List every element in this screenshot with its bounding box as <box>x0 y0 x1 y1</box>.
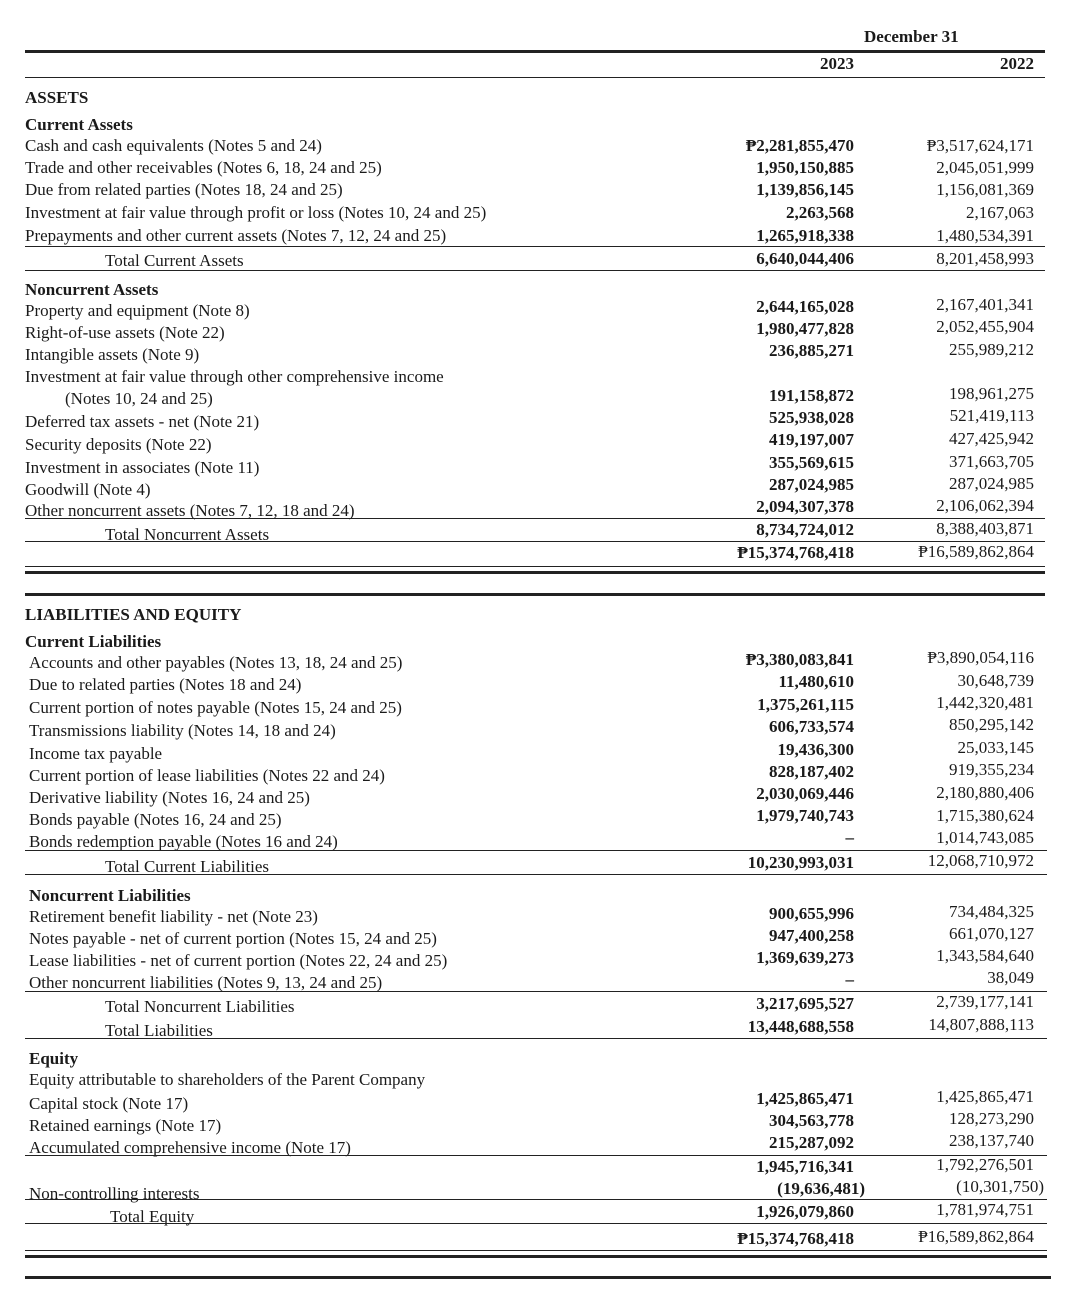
row-label: Intangible assets (Note 9) <box>25 345 200 364</box>
value-2022: ₱3,517,624,171 <box>926 136 1034 155</box>
row-label: Lease liabilities - net of current portion (Notes 22, 24 and 25) <box>29 951 448 970</box>
value-2023: – <box>845 828 854 847</box>
total-rule <box>25 270 1045 271</box>
value-2022: 238,137,740 <box>949 1131 1034 1150</box>
row-label: Accumulated comprehensive income (Note 17) <box>29 1138 351 1157</box>
value-2023: 525,938,028 <box>769 408 854 427</box>
value-2023: 304,563,778 <box>769 1111 854 1130</box>
header-bottom-rule <box>25 77 1045 78</box>
value-2022: ₱3,890,054,116 <box>927 648 1034 667</box>
row-label: Transmissions liability (Notes 14, 18 and 24) <box>29 721 336 740</box>
value-2022: 661,070,127 <box>949 924 1034 943</box>
row-label: Goodwill (Note 4) <box>25 480 151 499</box>
value-2023: 11,480,610 <box>778 672 854 691</box>
row-label: Due from related parties (Notes 18, 24 and 25) <box>25 180 343 199</box>
total-equity-2022: 1,781,974,751 <box>936 1200 1034 1219</box>
row-label: Bonds redemption payable (Notes 16 and 24) <box>29 832 338 851</box>
value-2022: 1,480,534,391 <box>936 226 1034 245</box>
nci-2023: (19,636,481) <box>777 1179 865 1198</box>
value-2023: – <box>845 970 854 989</box>
value-2023: 1,979,740,743 <box>756 806 854 825</box>
value-2023: 947,400,258 <box>769 926 854 945</box>
row-label: Derivative liability (Notes 16, 24 and 25) <box>29 788 310 807</box>
value-2023: 1,375,261,115 <box>757 695 854 714</box>
total-2023: 10,230,993,031 <box>747 853 854 872</box>
value-2023: 287,024,985 <box>769 475 854 494</box>
value-2022: 30,648,739 <box>957 671 1034 690</box>
equity-subtitle: Equity attributable to shareholders of the Parent Company <box>29 1070 426 1089</box>
value-2023: 215,287,092 <box>769 1133 854 1152</box>
total-assets-2022: ₱16,589,862,864 <box>918 542 1034 561</box>
value-2023: 2,030,069,446 <box>756 784 854 803</box>
value-2022: 198,961,275 <box>949 384 1034 403</box>
value-2023: 355,569,615 <box>769 453 854 472</box>
value-2022: 1,425,865,471 <box>936 1087 1034 1106</box>
row-label: Retirement benefit liability - net (Note 23) <box>29 907 318 926</box>
row-label: Investment at fair value through profit or loss (Notes 10, 24 and 25) <box>25 203 487 222</box>
value-2023: 900,655,996 <box>769 904 854 923</box>
row-label: Right-of-use assets (Note 22) <box>25 323 225 342</box>
double-rule-bottom <box>25 1255 1047 1258</box>
subtotal-rule <box>25 1155 1047 1156</box>
liabilities-equity-title: LIABILITIES AND EQUITY <box>25 605 242 624</box>
row-label: Trade and other receivables (Notes 6, 18, 24 and 25) <box>25 158 382 177</box>
total-liabilities-label: Total Liabilities <box>105 1021 213 1040</box>
row-label: Capital stock (Note 17) <box>29 1094 189 1113</box>
value-2023: 1,139,856,145 <box>756 180 854 199</box>
value-2022: 1,343,584,640 <box>936 946 1034 965</box>
total-assets-2023: ₱15,374,768,418 <box>737 543 854 562</box>
value-2023: 1,369,639,273 <box>756 948 854 967</box>
total-2023: 3,217,695,527 <box>756 994 854 1013</box>
equity-title: Equity <box>29 1049 79 1068</box>
total-2023: 8,734,724,012 <box>756 520 854 539</box>
row-label: Current portion of lease liabilities (Notes 22 and 24) <box>29 766 385 785</box>
total-2022: 12,068,710,972 <box>927 851 1034 870</box>
value-2022: 427,425,942 <box>949 429 1034 448</box>
total-liabilities-2023: 13,448,688,558 <box>747 1017 854 1036</box>
value-2023: 236,885,271 <box>769 341 854 360</box>
double-rule-top <box>25 566 1045 567</box>
total-2022: 8,201,458,993 <box>936 249 1034 268</box>
value-2022: 1,014,743,085 <box>936 828 1034 847</box>
noncurrent-liabilities-title: Noncurrent Liabilities <box>29 886 191 905</box>
row-label: Security deposits (Note 22) <box>25 435 212 454</box>
value-2022: 287,024,985 <box>949 474 1034 493</box>
double-rule-top <box>25 1250 1047 1251</box>
value-2023: 2,094,307,378 <box>756 497 854 516</box>
footer-rule <box>25 1276 1051 1279</box>
value-2023: 606,733,574 <box>769 717 854 736</box>
total-rule <box>25 874 1047 875</box>
equity-subtotal-2022: 1,792,276,501 <box>936 1155 1034 1174</box>
value-2023: 2,263,568 <box>786 203 854 222</box>
value-2023: 191,158,872 <box>769 386 854 405</box>
value-2022: 1,442,320,481 <box>936 693 1034 712</box>
value-2022: 1,715,380,624 <box>936 806 1034 825</box>
value-2023: 1,425,865,471 <box>756 1089 854 1108</box>
row-label: Investment at fair value through other comprehensive income <box>25 367 444 386</box>
nci-label: Non-controlling interests <box>29 1184 200 1203</box>
row-label: Deferred tax assets - net (Note 21) <box>25 412 260 431</box>
double-rule-bottom <box>25 571 1045 574</box>
value-2022: 734,484,325 <box>949 902 1034 921</box>
value-2023: 419,197,007 <box>769 430 854 449</box>
value-2022: 2,045,051,999 <box>936 158 1034 177</box>
row-label: Other noncurrent liabilities (Notes 9, 13, 24 and 25) <box>29 973 383 992</box>
subtotal-rule <box>25 1199 1047 1200</box>
total-rule <box>25 1223 1047 1224</box>
section-rule <box>25 593 1045 596</box>
total-equity-2023: 1,926,079,860 <box>756 1202 854 1221</box>
value-2022: 919,355,234 <box>949 760 1034 779</box>
total-label: Total Noncurrent Liabilities <box>105 997 295 1016</box>
row-label: Due to related parties (Notes 18 and 24) <box>29 675 302 694</box>
value-2022: 850,295,142 <box>949 715 1034 734</box>
value-2023: 1,265,918,338 <box>756 226 854 245</box>
total-rule <box>25 1038 1047 1039</box>
total-2023: 6,640,044,406 <box>756 249 854 268</box>
header-rule <box>25 50 1045 53</box>
equity-subtotal-2023: 1,945,716,341 <box>756 1157 854 1176</box>
value-2022: 2,106,062,394 <box>936 496 1034 515</box>
value-2022: 2,052,455,904 <box>936 317 1034 336</box>
value-2023: ₱2,281,855,470 <box>745 136 854 155</box>
row-label: Income tax payable <box>29 744 163 763</box>
total-2022: 8,388,403,871 <box>936 519 1034 538</box>
total-label: Total Noncurrent Assets <box>105 525 270 544</box>
total-liabilities-equity-2023: ₱15,374,768,418 <box>737 1229 854 1248</box>
value-2022: 2,167,063 <box>966 203 1034 222</box>
subtotal-rule <box>25 246 1045 247</box>
value-2023: 828,187,402 <box>769 762 854 781</box>
row-label: Bonds payable (Notes 16, 24 and 25) <box>29 810 282 829</box>
value-2023: 1,980,477,828 <box>756 319 854 338</box>
value-2022: 25,033,145 <box>957 738 1034 757</box>
assets-title: ASSETS <box>25 88 89 107</box>
row-label: Cash and cash equivalents (Notes 5 and 24) <box>25 136 322 155</box>
row-label: Retained earnings (Note 17) <box>29 1116 222 1135</box>
row-label: Current portion of notes payable (Notes 15, 24 and 25) <box>29 698 402 717</box>
value-2023: 1,950,150,885 <box>756 158 854 177</box>
value-2022: 128,273,290 <box>949 1109 1034 1128</box>
total-rule <box>25 541 1045 542</box>
subtotal-rule <box>25 850 1047 851</box>
total-liabilities-2022: 14,807,888,113 <box>928 1015 1034 1034</box>
total-equity-label: Total Equity <box>110 1207 195 1226</box>
value-2022: 255,989,212 <box>949 340 1034 359</box>
row-label: Accounts and other payables (Notes 13, 18, 24 and 25) <box>29 653 403 672</box>
value-2022: 38,049 <box>987 968 1034 987</box>
value-2023: 19,436,300 <box>777 740 854 759</box>
row-label: Investment in associates (Note 11) <box>25 458 260 477</box>
year-2022-header: 2022 <box>1000 54 1034 73</box>
noncurrent-assets-title: Noncurrent Assets <box>25 280 159 299</box>
row-label: Property and equipment (Note 8) <box>25 301 250 320</box>
value-2022: 521,419,113 <box>949 406 1034 425</box>
value-2022: 1,156,081,369 <box>936 180 1034 199</box>
row-label: Notes payable - net of current portion (Notes 15, 24 and 25) <box>29 929 437 948</box>
current-liabilities-title: Current Liabilities <box>25 632 162 651</box>
period-header: December 31 <box>864 27 959 46</box>
value-2022: 371,663,705 <box>949 452 1034 471</box>
total-liabilities-equity-2022: ₱16,589,862,864 <box>918 1227 1034 1246</box>
nci-2022: (10,301,750) <box>956 1177 1044 1196</box>
year-2023-header: 2023 <box>820 54 854 73</box>
subtotal-rule <box>25 518 1045 519</box>
total-2022: 2,739,177,141 <box>936 992 1034 1011</box>
value-2022: 2,180,880,406 <box>936 783 1034 802</box>
value-2023: ₱3,380,083,841 <box>745 650 854 669</box>
value-2022: 2,167,401,341 <box>936 295 1034 314</box>
row-label: Prepayments and other current assets (Notes 7, 12, 24 and 25) <box>25 226 447 245</box>
current-assets-title: Current Assets <box>25 115 133 134</box>
total-label: Total Current Liabilities <box>105 857 270 876</box>
row-label: Other noncurrent assets (Notes 7, 12, 18 and 24) <box>25 501 355 520</box>
row-label-continued: (Notes 10, 24 and 25) <box>65 389 213 408</box>
total-label: Total Current Assets <box>105 251 244 270</box>
value-2023: 2,644,165,028 <box>756 297 854 316</box>
subtotal-rule <box>25 991 1047 992</box>
